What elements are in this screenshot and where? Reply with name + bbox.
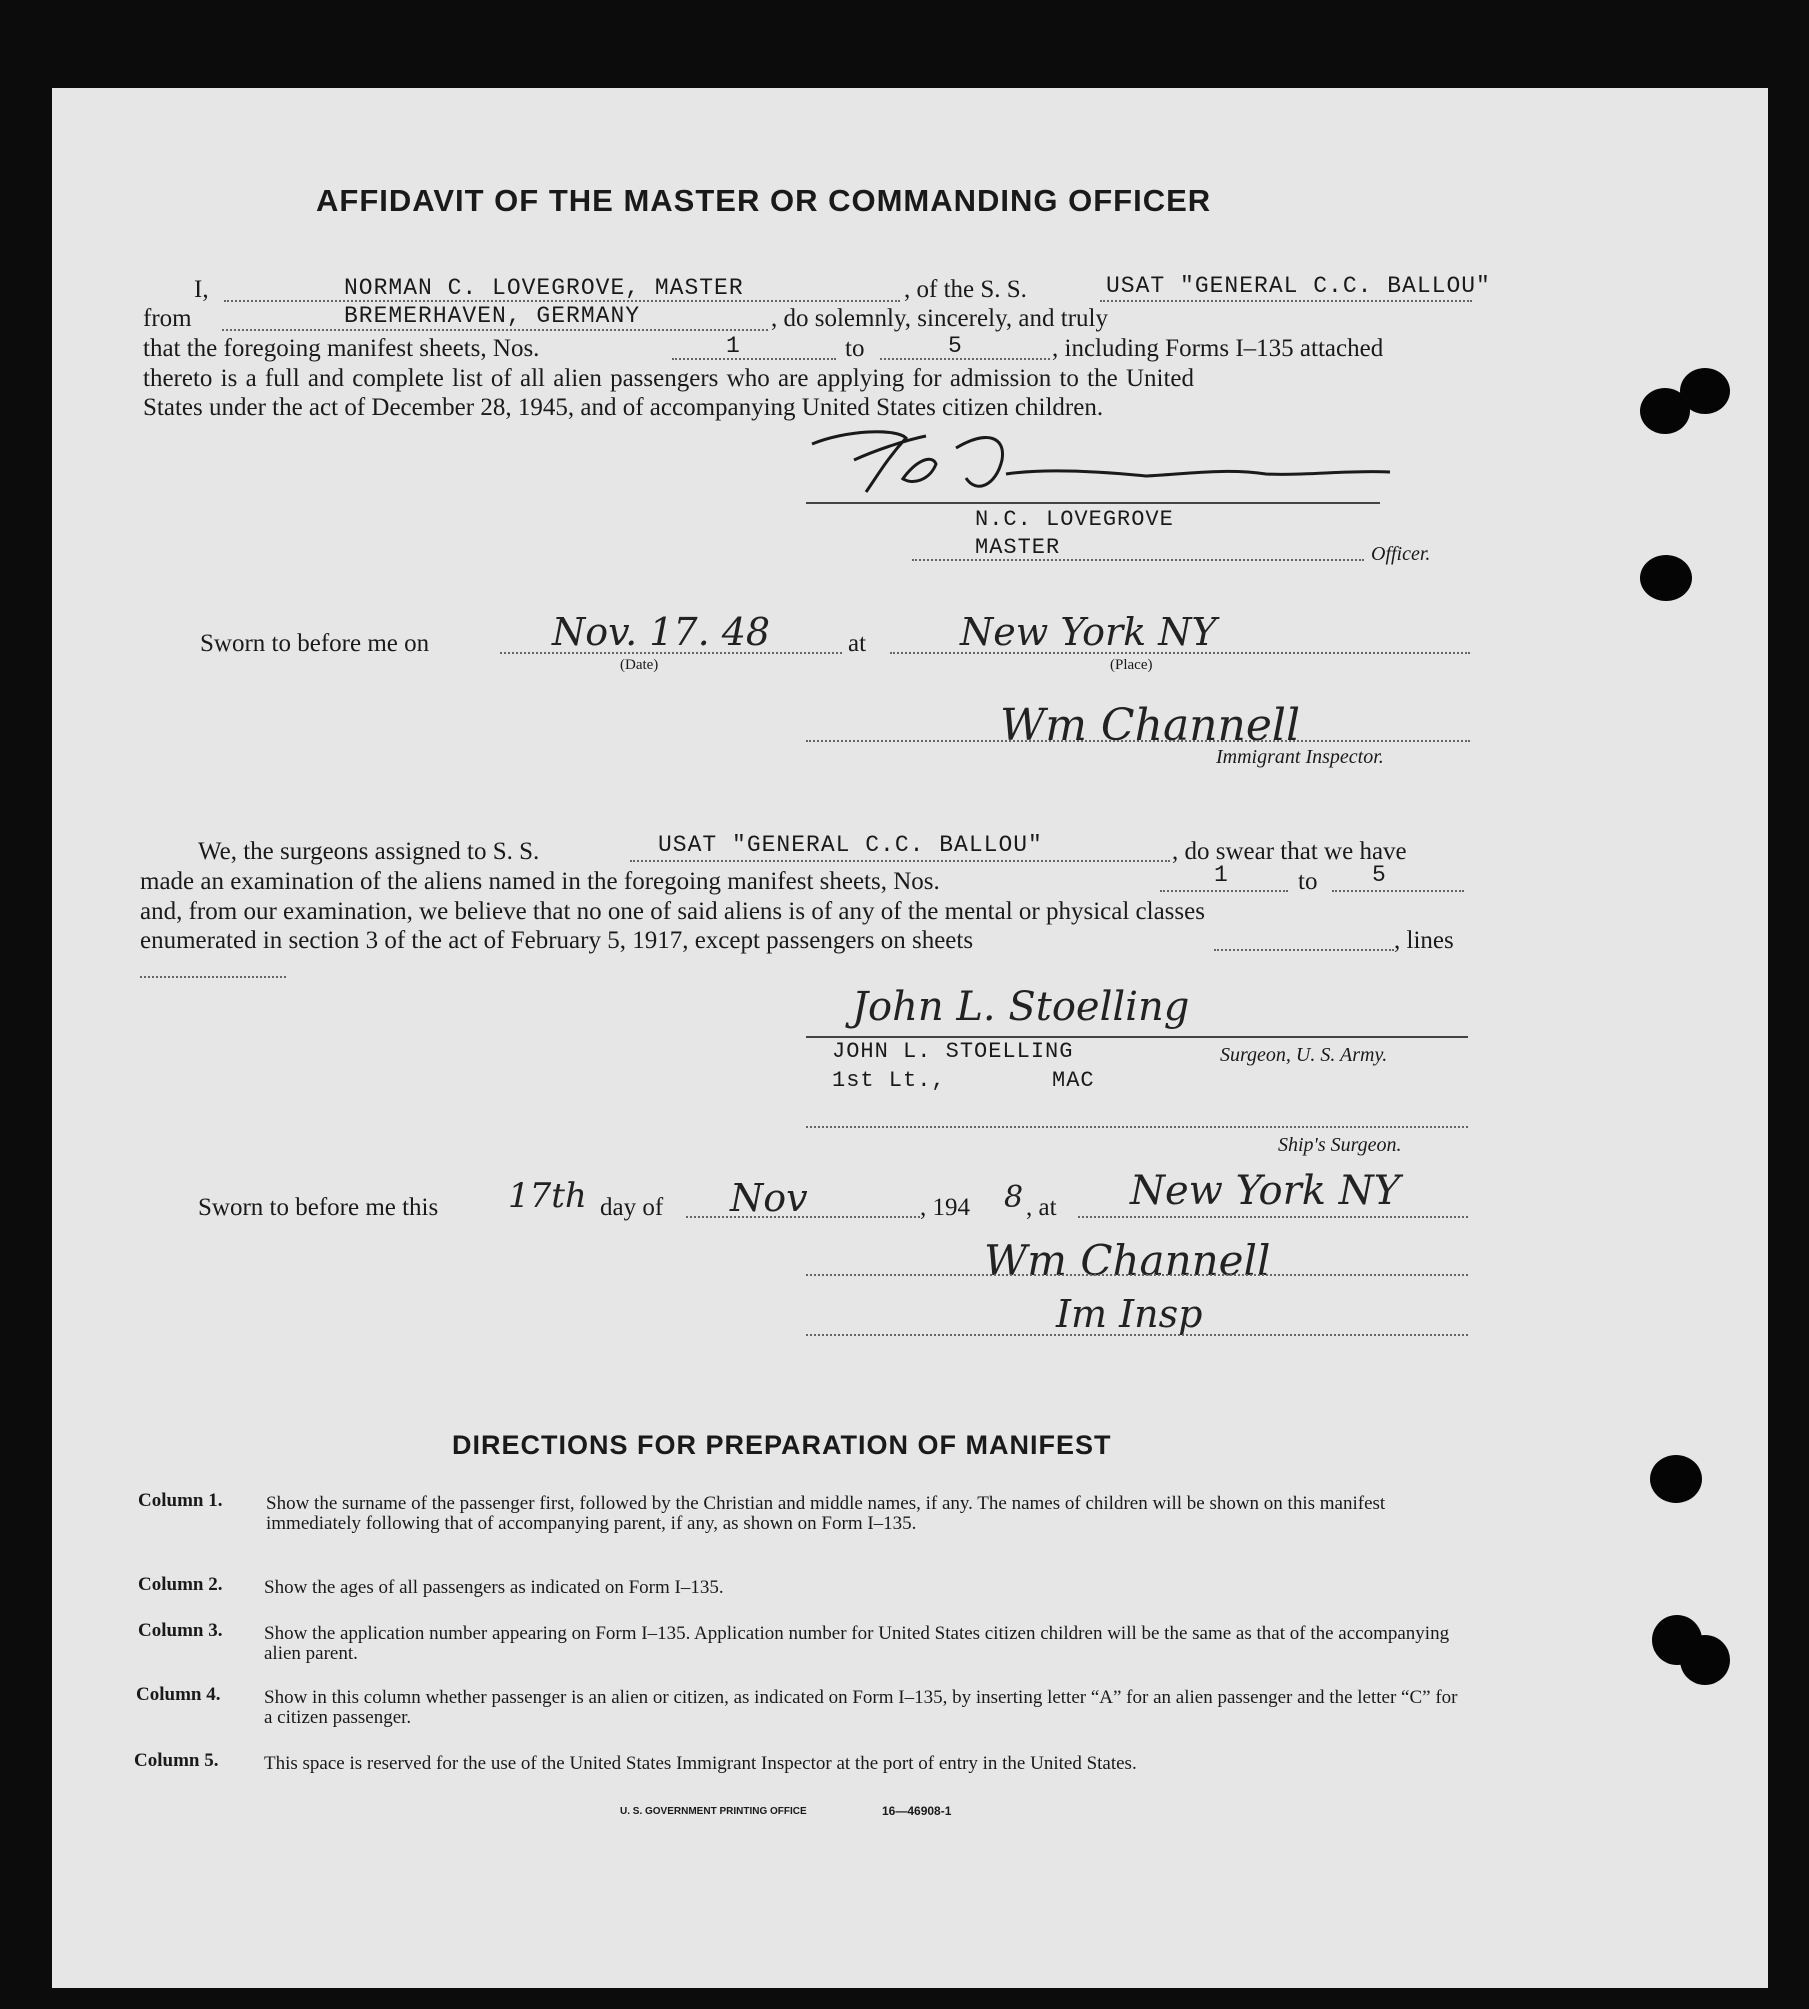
surgeon-rank: 1st Lt.,: [832, 1068, 946, 1093]
footer-code: 16—46908-1: [882, 1804, 952, 1818]
surgeon-signature: John L. Stoelling: [852, 984, 1190, 1030]
sheet-to-line: [880, 358, 1050, 360]
column-5-text: This space is reserved for the use of the United States Immigrant Inspector at the port of entry in the United States.: [264, 1753, 1137, 1774]
i-label: I,: [194, 276, 209, 303]
surgeons-sheet-from-line: [1160, 890, 1288, 892]
sheet-from-line: [672, 358, 836, 360]
surgeons-ship-line: [630, 860, 1170, 862]
inspector-line: [806, 740, 1470, 742]
surgeons-line4-suffix: , lines: [1394, 927, 1454, 954]
from-place: BREMERHAVEN, GERMANY: [344, 303, 641, 329]
ship-surgeon-line: [806, 1126, 1468, 1128]
sheets-suffix: , including Forms I–135 attached: [1052, 335, 1384, 362]
sworn2-day: 17th: [508, 1176, 587, 1216]
directions-title: DIRECTIONS FOR PREPARATION OF MANIFEST: [452, 1430, 1112, 1460]
sworn2-month: Nov: [730, 1176, 808, 1220]
sworn2-year-digit: 8: [1004, 1180, 1024, 1215]
affidavit-line-5: States under the act of December 28, 1945, and of accompanying United States citizen children.: [143, 394, 1104, 421]
to-label: to: [845, 335, 865, 362]
column-2-text: Show the ages of all passengers as indicated on Form I–135.: [264, 1577, 724, 1598]
lines-blank: [140, 976, 286, 978]
surgeon-corps: MAC: [1052, 1068, 1095, 1093]
surgeons-sheet-to: 5: [1372, 862, 1387, 888]
sworn-label: Sworn to before me on: [200, 630, 430, 657]
column-5-label: Column 5.: [134, 1750, 219, 1771]
surgeons-ship-name: USAT "GENERAL C.C. BALLOU": [658, 832, 1043, 858]
surgeons-to-label: to: [1298, 868, 1318, 895]
punch-hole: [1640, 555, 1692, 601]
surgeon-signature-line: [806, 1036, 1468, 1038]
surgeons-line4-prefix: enumerated in section 3 of the act of February 5, 1917, except passengers on sheets: [140, 927, 974, 954]
surgeon-name: JOHN L. STOELLING: [832, 1039, 1074, 1064]
master-signature-name: N.C. LOVEGROVE: [975, 507, 1174, 532]
punch-hole: [1650, 1455, 1702, 1503]
column-1-label: Column 1.: [138, 1490, 223, 1511]
sworn-at-label: at: [848, 630, 867, 657]
sworn2-day-of: day of: [600, 1194, 664, 1221]
sworn2-title-line: [806, 1334, 1468, 1336]
column-4-label: Column 4.: [136, 1684, 221, 1705]
date-caption: (Date): [620, 657, 659, 673]
surgeons-line2-prefix: made an examination of the aliens named in the foregoing manifest sheets, Nos.: [140, 868, 940, 895]
column-2-label: Column 2.: [138, 1574, 223, 1595]
surgeon-army-label: Surgeon, U. S. Army.: [1220, 1044, 1388, 1066]
column-4-text: Show in this column whether passenger is an alien or citizen, as indicated on Form I–135, by inserting letter “A” for an alien passenger and the letter “C” for a citizen passenger.: [264, 1687, 1458, 1728]
master-name: NORMAN C. LOVEGROVE, MASTER: [344, 275, 744, 301]
sworn2-inspector-title: Im Insp: [1056, 1292, 1203, 1336]
punch-hole: [1680, 368, 1730, 414]
sworn2-place-line: [1078, 1216, 1468, 1218]
surgeons-line1-prefix: We, the surgeons assigned to S. S.: [198, 838, 540, 865]
affidavit-title: AFFIDAVIT OF THE MASTER OR COMMANDING OFFICER: [316, 183, 1212, 218]
except-sheets-line: [1214, 949, 1394, 951]
from-label: from: [143, 305, 192, 332]
officer-label: Officer.: [1371, 543, 1431, 565]
master-signature-title: MASTER: [975, 535, 1061, 560]
master-signature: [806, 420, 1400, 504]
sworn-date: Nov. 17. 48: [552, 610, 771, 654]
sworn2-inspector-signature: Wm Channell: [984, 1236, 1271, 1285]
master-signature-line: [806, 502, 1380, 504]
surgeons-sheet-from: 1: [1214, 862, 1229, 888]
sheet-from: 1: [726, 333, 741, 359]
column-3-label: Column 3.: [138, 1620, 223, 1641]
footer-office: U. S. GOVERNMENT PRINTING OFFICE: [620, 1806, 807, 1817]
sworn2-prefix: Sworn to before me this: [198, 1194, 439, 1221]
surgeons-sheet-to-line: [1332, 890, 1464, 892]
column-1-text: Show the surname of the passenger first, followed by the Christian and middle names, if any. The names of children will be shown on this manifest immediately following that of accompanying parent, if any, as shown on Form I–135.: [266, 1493, 1386, 1534]
inspector-signature: Wm Channell: [1000, 700, 1301, 751]
sworn2-inspector-line: [806, 1274, 1468, 1276]
from-place-line: [222, 329, 768, 331]
ship-name-line: [1100, 300, 1472, 302]
place-caption: (Place): [1110, 657, 1153, 673]
sheet-to: 5: [948, 333, 963, 359]
officer-line: [912, 559, 1364, 561]
sworn2-at-label: , at: [1026, 1194, 1057, 1221]
sworn2-year-prefix: , 194: [920, 1194, 970, 1221]
sworn2-place: New York NY: [1130, 1168, 1401, 1214]
ship-name: USAT "GENERAL C.C. BALLOU": [1106, 273, 1491, 299]
column-3-text: Show the application number appearing on Form I–135. Application number for United States citizen children will be the same as that of the accompanying alien parent.: [264, 1623, 1450, 1664]
inspector-label: Immigrant Inspector.: [1216, 746, 1384, 768]
sworn-place: New York NY: [960, 610, 1217, 654]
affidavit-line-4: thereto is a full and complete list of all alien passengers who are applying for admission to the United: [143, 365, 1195, 392]
solemnly-text: , do solemnly, sincerely, and truly: [771, 305, 1108, 332]
ship-surgeon-label: Ship's Surgeon.: [1278, 1134, 1402, 1156]
surgeons-line3: and, from our examination, we believe that no one of said aliens is of any of the mental or physical classes: [140, 898, 1205, 925]
sheets-prefix: that the foregoing manifest sheets, Nos.: [143, 335, 540, 362]
of-the-ss-label: , of the S. S.: [904, 276, 1027, 303]
punch-hole: [1680, 1635, 1730, 1685]
surgeons-line1-suffix: , do swear that we have: [1172, 838, 1407, 865]
